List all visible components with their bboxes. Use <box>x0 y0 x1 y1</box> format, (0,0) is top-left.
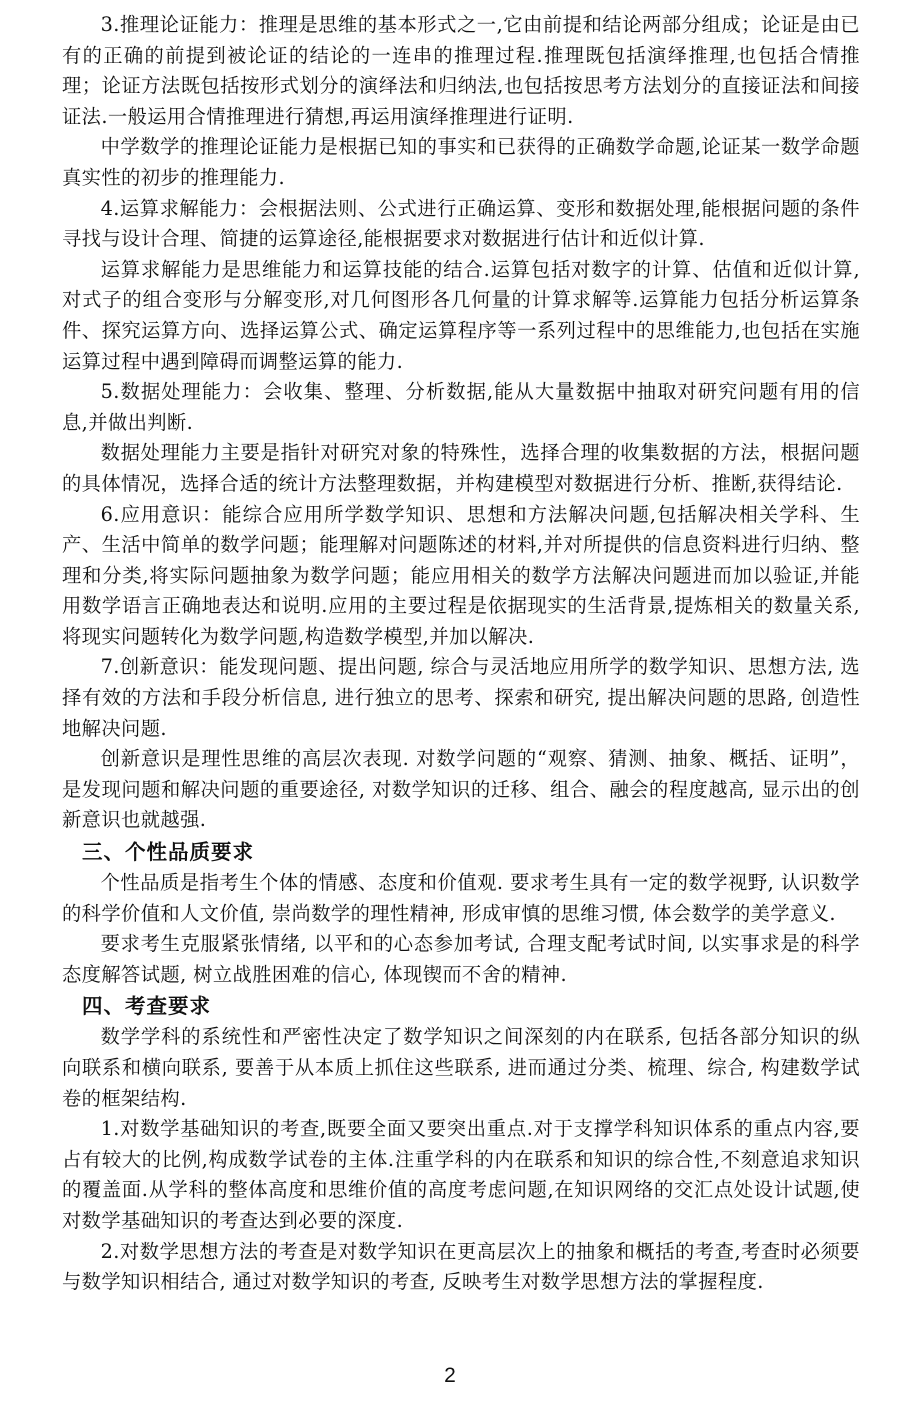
paragraph-reasoning-ability: 3.推理论证能力：推理是思维的基本形式之一,它由前提和结论两部分组成；论证是由已有的正确的前提到被论证的结论的一连串的推理过程.推理既包括演绎推理,也包括合情推理；论证方法既包括按形式划分的演绎法和归纳法,也包括按思考方法划分的直接证法和间接证法.一般运用合情推理进行猜想,再运用演绎推理进行证明. <box>62 13 860 128</box>
section-heading-assessment-requirements: 四、考查要求 <box>82 994 211 1019</box>
page-number: 2 <box>444 1364 456 1387</box>
paragraph-data-processing-ability: 5.数据处理能力：会收集、整理、分析数据,能从大量数据中抽取对研究问题有用的信息,并做出判断. <box>62 380 860 434</box>
paragraph-basic-knowledge-assessment: 1.对数学基础知识的考查,既要全面又要突出重点.对于支撑学科知识体系的重点内容,要占有较大的比例,构成数学试卷的主体.注重学科的内在联系和知识的综合性,不刻意追求知识的覆盖面.从学科的整体高度和思维价值的高度考虑问题,在知识网络的交汇点处设计试题,使对数学基础知识的考查达到必要的深度. <box>62 1117 860 1232</box>
paragraph-exam-attitude: 要求考生克服紧张情绪, 以平和的心态参加考试, 合理支配考试时间, 以实事求是的科学态度解答试题, 树立战胜困难的信心, 体现锲而不舍的精神. <box>62 932 860 986</box>
paragraph-knowledge-structure: 数学学科的系统性和严密性决定了数学知识之间深刻的内在联系, 包括各部分知识的纵向联系和横向联系, 要善于从本质上抓住这些联系, 进而通过分类、梳理、综合, 构建数学试卷的框架结构. <box>62 1025 860 1110</box>
paragraph-thinking-methods-assessment: 2.对数学思想方法的考查是对数学知识在更高层次上的抽象和概括的考查,考查时必须要与数学知识相结合, 通过对数学知识的考查, 反映考生对数学思想方法的掌握程度. <box>62 1239 860 1294</box>
paragraph-computation-ability: 4.运算求解能力：会根据法则、公式进行正确运算、变形和数据处理,能根据问题的条件寻找与设计合理、简捷的运算途径,能根据要求对数据进行估计和近似计算. <box>62 196 860 251</box>
paragraph-application-awareness: 6.应用意识：能综合应用所学数学知识、思想和方法解决问题,包括解决相关学科、生产、生活中简单的数学问题；能理解对问题陈述的材料,并对所提供的信息资料进行归纳、整理和分类,将实际问题抽象为数学问题；能应用相关的数学方法解决问题进而加以验证,并能用数学语言正确地表达和说明.应用的主要过程是依据现实的生活背景,提炼相关的数量关系,将现实问题转化为数学问题,构造数学模型,并加以解决. <box>62 502 860 648</box>
paragraph-data-processing-definition: 数据处理能力主要是指针对研究对象的特殊性，选择合理的收集数据的方法，根据问题的具体情况，选择合适的统计方法整理数据，并构建模型对数据进行分析、推断,获得结论. <box>62 441 860 495</box>
paragraph-personal-quality: 个性品质是指考生个体的情感、态度和价值观. 要求考生具有一定的数学视野, 认识数学的科学价值和人文价值, 崇尚数学的理性精神, 形成审慎的思维习惯, 体会数学的美学意义. <box>62 871 860 925</box>
section-heading-personal-quality: 三、个性品质要求 <box>82 840 254 865</box>
paragraph-innovation-definition: 创新意识是理性思维的高层次表现. 对数学问题的“观察、猜测、抽象、概括、证明”，是发现问题和解决问题的重要途径, 对数学知识的迁移、组合、融会的程度越高, 显示出的创新意识也就越强. <box>62 747 860 832</box>
paragraph-reasoning-definition: 中学数学的推理论证能力是根据已知的事实和已获得的正确数学命题,论证某一数学命题真实性的初步的推理能力. <box>62 135 860 189</box>
paragraph-computation-definition: 运算求解能力是思维能力和运算技能的结合.运算包括对数字的计算、估值和近似计算,对式子的组合变形与分解变形,对几何图形各几何量的计算求解等.运算能力包括分析运算条件、探究运算方向、选择运算公式、确定运算程序等一系列过程中的思维能力,也包括在实施运算过程中遇到障碍而调整运算的能力. <box>62 257 860 373</box>
paragraph-innovation-awareness: 7.创新意识：能发现问题、提出问题, 综合与灵活地应用所学的数学知识、思想方法, 选择有效的方法和手段分析信息, 进行独立的思考、探索和研究, 提出解决问题的思路, 创造性地解决问题. <box>62 655 860 740</box>
